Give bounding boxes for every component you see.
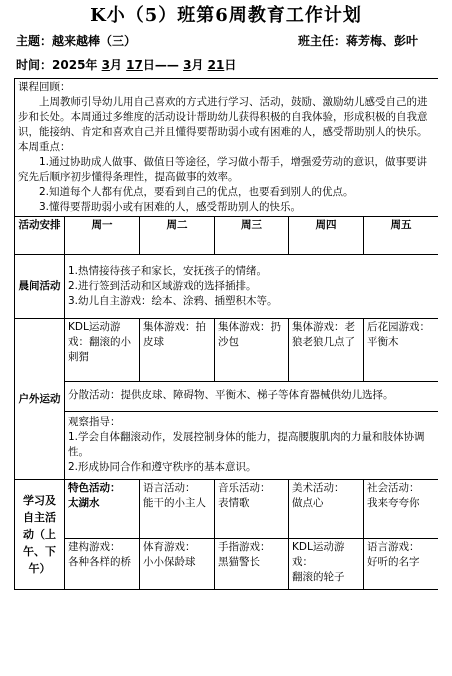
theme-line xyxy=(16,32,136,49)
focus-item-1: 1.通过协助成人做事、做值日等途径，学习做小帮手，增强爱劳动的意识，做事要讲究先后顺序初步懂得条理性，提高做事的效率。 xyxy=(18,156,428,183)
intro-cell xyxy=(15,79,439,217)
outdoor-label: 户外运动 xyxy=(15,319,65,480)
study-wed-2 xyxy=(215,539,289,589)
outdoor-game-fri: 后花园游戏：平衡木 xyxy=(367,321,430,348)
study-row-1 xyxy=(65,480,438,539)
month-unit-1: 月 xyxy=(109,58,122,72)
morning-item-1: 1.热情接待孩子和家长，安抚孩子的情绪。 xyxy=(68,265,268,277)
time-line xyxy=(16,56,236,73)
start-day: 17 xyxy=(126,58,143,72)
outdoor-row xyxy=(15,319,439,480)
study-mon-2-content: 各种各样的桥 xyxy=(68,556,131,568)
outdoor-game-thu: 集体游戏：老狼老狼几点了 xyxy=(289,319,364,381)
study-thu-1-content: 做点心 xyxy=(292,497,324,509)
study-tue-1 xyxy=(140,480,215,538)
focus-title: 本周重点： xyxy=(18,141,71,153)
plan-sheet xyxy=(14,78,438,675)
morning-label: 晨间活动 xyxy=(15,255,65,319)
theme-value: 越来越棒（三） xyxy=(52,34,137,48)
intro-row xyxy=(15,79,439,217)
study-tue-2-label: 体育游戏： xyxy=(143,541,196,553)
day-header-row xyxy=(15,217,439,255)
day-header-fri: 周五 xyxy=(364,217,439,255)
observe-item-1: 1.学会自体翻滚动作，发展控制身体的能力，提高腰腹肌肉的力量和肢体协调性。 xyxy=(68,431,425,458)
study-tue-1-content: 能干的小主人 xyxy=(143,497,206,509)
study-tue-2 xyxy=(140,539,215,589)
end-day: 21 xyxy=(207,58,225,72)
study-tue-2-content: 小小保龄球 xyxy=(143,556,196,568)
focus-item-3: 3.懂得要帮助弱小或有困难的人，感受帮助别人的快乐。 xyxy=(39,201,302,213)
study-label: 学习及自主活动（上午、下午） xyxy=(15,480,65,590)
page-title: K小（5）班第6周教育工作计划 xyxy=(90,5,362,26)
study-mon-1-content: 太湖水 xyxy=(68,497,100,509)
outdoor-game-mon: KDL运动游戏：翻滚的小刺猬 xyxy=(65,319,140,381)
review-text: 上周教师引导幼儿用自己喜欢的方式进行学习、活动，鼓励、激励幼儿感受自己的进步和长处。本周通过多维度的活动设计帮助幼儿获得积极的自我体验，形成积极的自我意识，能接纳、肯定和喜欢自己并且懂得要帮助弱小或有困难的人，感受帮助别人的快乐。 xyxy=(18,96,428,138)
study-thu-2-content: 翻滚的轮子 xyxy=(292,571,345,583)
study-wed-1-content: 表情歌 xyxy=(218,497,250,509)
observe-block xyxy=(65,412,438,479)
morning-item-3: 3.幼儿自主游戏：绘本、涂鸦、插塑积木等。 xyxy=(68,295,278,307)
day-header-tue: 周二 xyxy=(140,217,215,255)
theme-label: 主题： xyxy=(16,34,53,48)
outdoor-game-wed: 集体游戏：扔沙包 xyxy=(215,319,289,381)
month-unit-2: 月 xyxy=(191,58,204,72)
morning-item-2: 2.进行签到活动和区域游戏的选择插排。 xyxy=(68,280,257,292)
study-wed-2-label: 手指游戏： xyxy=(218,541,271,553)
study-mon-2-label: 建构游戏： xyxy=(68,541,121,553)
study-row-2 xyxy=(65,539,438,589)
study-mon-1 xyxy=(65,480,140,538)
study-thu-1 xyxy=(289,480,364,538)
focus-item-2: 2.知道每个人都有优点，要看到自己的优点，也要看到别人的优点。 xyxy=(39,186,354,198)
study-fri-1-content: 我来夸夸你 xyxy=(367,497,420,509)
morning-cell xyxy=(65,255,439,319)
end-month: 3 xyxy=(183,58,192,72)
teacher-line xyxy=(298,32,418,49)
study-wed-2-content: 黑猫警长 xyxy=(218,556,260,568)
time-year: 2025年 xyxy=(52,58,98,72)
day-header-mon: 周一 xyxy=(65,217,140,255)
study-fri-1-label: 社会活动： xyxy=(367,482,420,494)
study-fri-1 xyxy=(364,480,438,538)
outdoor-zone: 分散活动：提供皮球、障碍物、平衡木、梯子等体育器械供幼儿选择。 xyxy=(65,382,438,412)
observe-title: 观察指导： xyxy=(68,416,121,428)
plan-table xyxy=(14,78,438,590)
study-fri-2-content: 好听的名字 xyxy=(367,556,420,568)
outdoor-cell xyxy=(65,319,439,480)
day-unit-1: 日—— xyxy=(142,58,179,72)
day-unit-2: 日 xyxy=(224,58,237,72)
start-month: 3 xyxy=(101,58,110,72)
study-fri-2-label: 语言游戏： xyxy=(367,541,420,553)
review-title: 课程回顾： xyxy=(18,81,71,93)
study-thu-1-label: 美术活动： xyxy=(292,482,345,494)
time-label: 时间： xyxy=(16,58,53,72)
teacher-label: 班主任： xyxy=(298,34,347,48)
outdoor-game-tue: 集体游戏：拍皮球 xyxy=(140,319,215,381)
study-mon-1-label: 特色活动： xyxy=(68,482,121,494)
outdoor-games xyxy=(65,319,438,382)
day-header-wed: 周三 xyxy=(215,217,289,255)
arrange-label: 活动安排 xyxy=(15,217,65,255)
study-tue-1-label: 语言活动： xyxy=(143,482,196,494)
study-thu-2 xyxy=(289,539,364,589)
observe-item-2: 2.形成协同合作和遵守秩序的基本意识。 xyxy=(68,461,257,473)
study-fri-2 xyxy=(364,539,438,589)
study-wed-1 xyxy=(215,480,289,538)
teacher-names: 蒋芳梅、彭叶 xyxy=(346,34,419,48)
study-thu-2-label: KDL运动游戏： xyxy=(292,541,345,568)
study-wed-1-label: 音乐活动： xyxy=(218,482,271,494)
morning-row xyxy=(15,255,439,319)
study-row xyxy=(15,480,439,590)
study-cell xyxy=(65,480,439,590)
study-mon-2 xyxy=(65,539,140,589)
day-header-thu: 周四 xyxy=(289,217,364,255)
